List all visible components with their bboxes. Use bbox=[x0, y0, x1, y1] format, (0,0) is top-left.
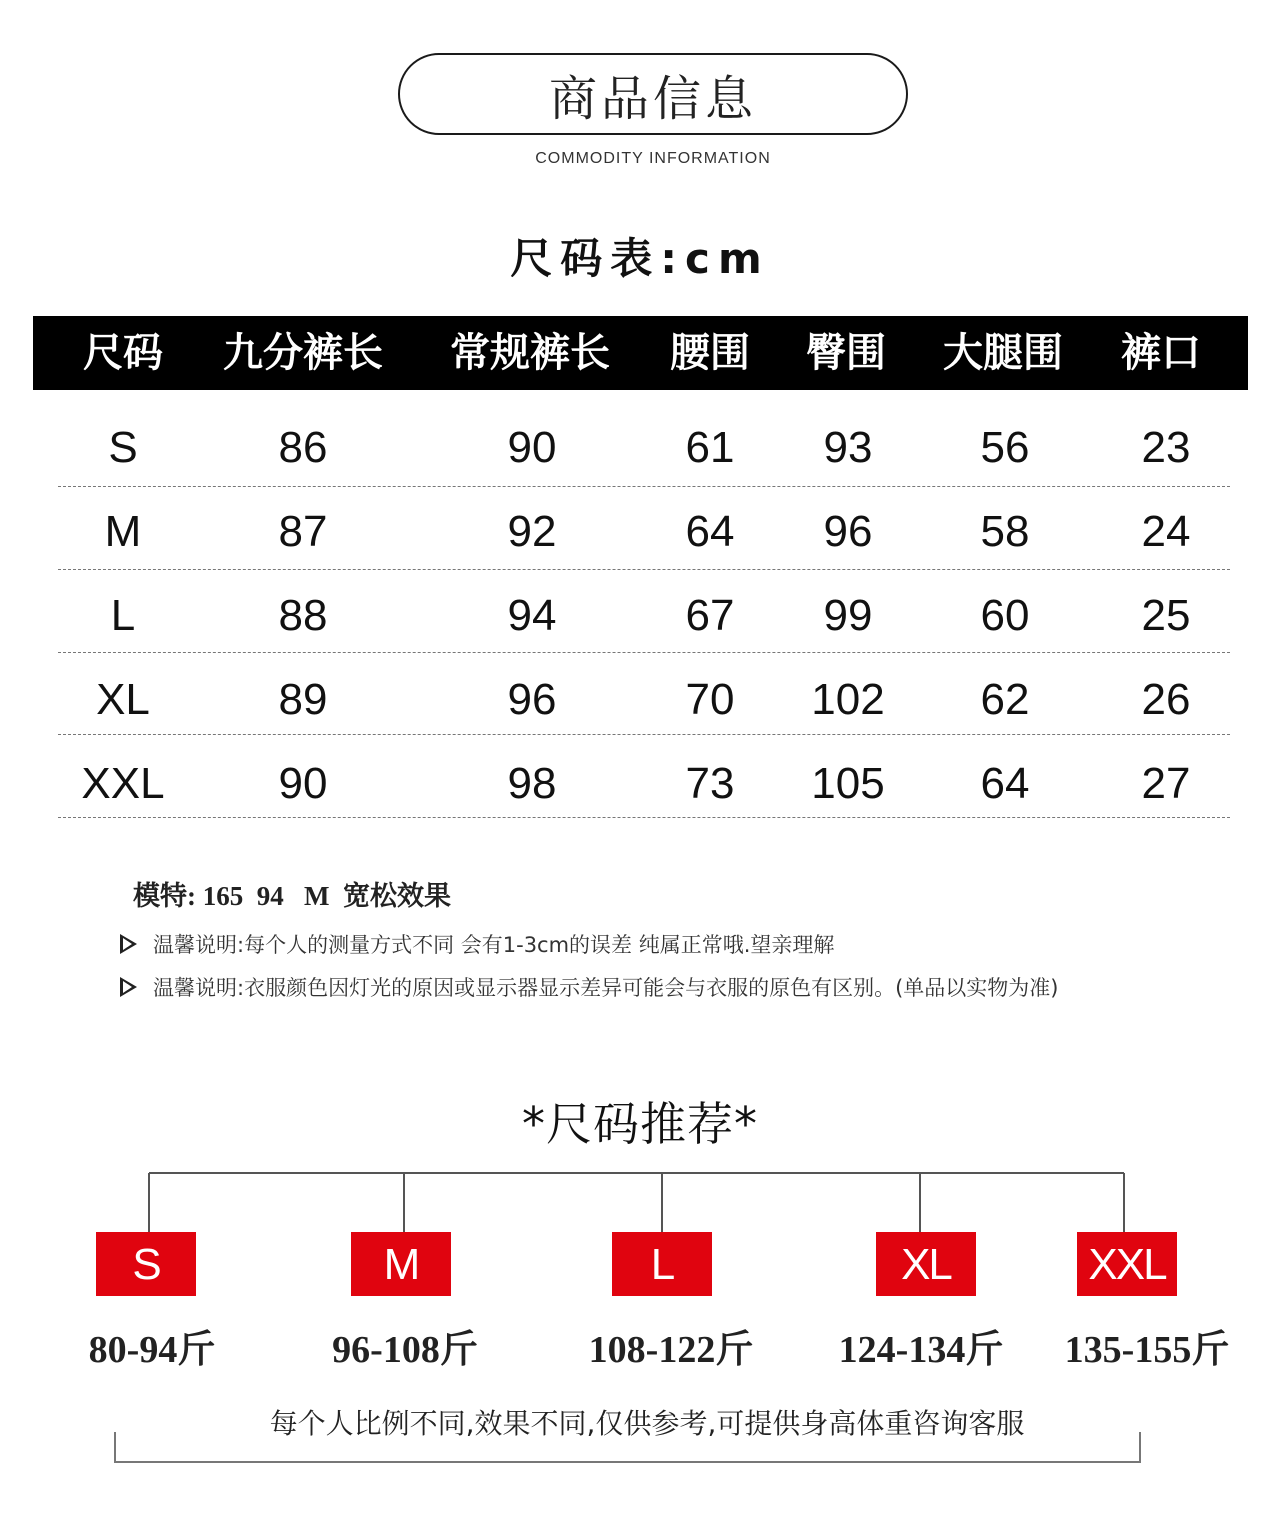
table-cell: 70 bbox=[685, 675, 735, 724]
column-header-waist: 腰围 bbox=[670, 330, 750, 376]
tip-text: 温馨说明:每个人的测量方式不同 会有1-3cm的误差 纯属正常哦.望亲理解 bbox=[153, 933, 835, 957]
table-cell: 89 bbox=[278, 675, 328, 724]
table-cell: 96 bbox=[823, 507, 873, 556]
weight-range-xl: 124-134斤 bbox=[838, 1329, 1004, 1371]
column-header-hip: 臀围 bbox=[806, 330, 886, 376]
tip-line bbox=[120, 972, 1058, 1002]
size-table-header bbox=[33, 316, 1248, 390]
table-cell: 86 bbox=[278, 423, 328, 472]
table-cell: 60 bbox=[980, 591, 1030, 640]
table-cell: 67 bbox=[685, 591, 735, 640]
table-cell: 64 bbox=[980, 759, 1030, 808]
tip-line bbox=[120, 929, 834, 959]
column-header-hem: 裤口 bbox=[1121, 330, 1201, 376]
size-box-xl: XL bbox=[876, 1232, 976, 1296]
table-cell: 26 bbox=[1141, 675, 1191, 724]
section-title: 商品信息 bbox=[548, 70, 757, 127]
table-cell: 94 bbox=[507, 591, 557, 640]
table-cell: 61 bbox=[685, 423, 735, 472]
table-cell: XL bbox=[96, 675, 150, 724]
table-cell: 56 bbox=[980, 423, 1030, 472]
table-cell: S bbox=[108, 423, 138, 472]
tip-text: 温馨说明:衣服颜色因灯光的原因或显示器显示差异可能会与衣服的原色有区别。(单品以实物为准) bbox=[153, 976, 1059, 1000]
size-box-l: L bbox=[612, 1232, 712, 1296]
table-cell: 62 bbox=[980, 675, 1030, 724]
table-cell: 105 bbox=[811, 759, 885, 808]
play-arrow-icon bbox=[120, 977, 137, 997]
weight-range-s: 80-94斤 bbox=[88, 1329, 216, 1371]
row-divider bbox=[58, 734, 1230, 735]
model-note: 模特: 165 94 M 宽松效果 bbox=[133, 881, 451, 911]
row-divider bbox=[58, 817, 1230, 818]
weight-range-xxl: 135-155斤 bbox=[1064, 1329, 1230, 1371]
table-cell: 88 bbox=[278, 591, 328, 640]
column-header-thigh: 大腿围 bbox=[943, 330, 1063, 376]
table-cell: 25 bbox=[1141, 591, 1191, 640]
table-cell: XXL bbox=[81, 759, 165, 808]
column-header-size: 尺码 bbox=[83, 330, 163, 376]
table-cell: 90 bbox=[278, 759, 328, 808]
table-cell: M bbox=[104, 507, 142, 556]
size-table-title: 尺码表:cm bbox=[510, 234, 770, 283]
weight-range-l: 108-122斤 bbox=[588, 1329, 754, 1371]
size-recommendation-title: *尺码推荐* bbox=[522, 1097, 758, 1151]
table-row bbox=[0, 568, 1280, 652]
column-header-regular-length: 常规裤长 bbox=[450, 330, 610, 376]
section-subtitle: COMMODITY INFORMATION bbox=[535, 150, 771, 167]
table-cell: L bbox=[110, 591, 136, 640]
section-title-pill bbox=[398, 53, 908, 135]
weight-range-m: 96-108斤 bbox=[332, 1329, 478, 1371]
table-cell: 27 bbox=[1141, 759, 1191, 808]
size-box-s: S bbox=[96, 1232, 196, 1296]
column-header-ninth-length: 九分裤长 bbox=[223, 330, 383, 376]
table-row bbox=[0, 652, 1280, 736]
size-box-xxl: XXL bbox=[1077, 1232, 1177, 1296]
table-cell: 93 bbox=[823, 423, 873, 472]
table-cell: 87 bbox=[278, 507, 328, 556]
table-cell: 96 bbox=[507, 675, 557, 724]
size-box-m: M bbox=[351, 1232, 451, 1296]
table-cell: 98 bbox=[507, 759, 557, 808]
table-row bbox=[0, 484, 1280, 568]
table-cell: 92 bbox=[507, 507, 557, 556]
table-cell: 73 bbox=[685, 759, 735, 808]
table-row bbox=[0, 400, 1280, 484]
table-cell: 64 bbox=[685, 507, 735, 556]
consult-note: 每个人比例不同,效果不同,仅供参考,可提供身高体重咨询客服 bbox=[269, 1407, 1025, 1440]
table-cell: 102 bbox=[811, 675, 885, 724]
table-cell: 23 bbox=[1141, 423, 1191, 472]
table-cell: 24 bbox=[1141, 507, 1191, 556]
table-cell: 99 bbox=[823, 591, 873, 640]
play-arrow-icon bbox=[120, 934, 137, 954]
table-cell: 58 bbox=[980, 507, 1030, 556]
table-row bbox=[0, 736, 1280, 820]
table-cell: 90 bbox=[507, 423, 557, 472]
